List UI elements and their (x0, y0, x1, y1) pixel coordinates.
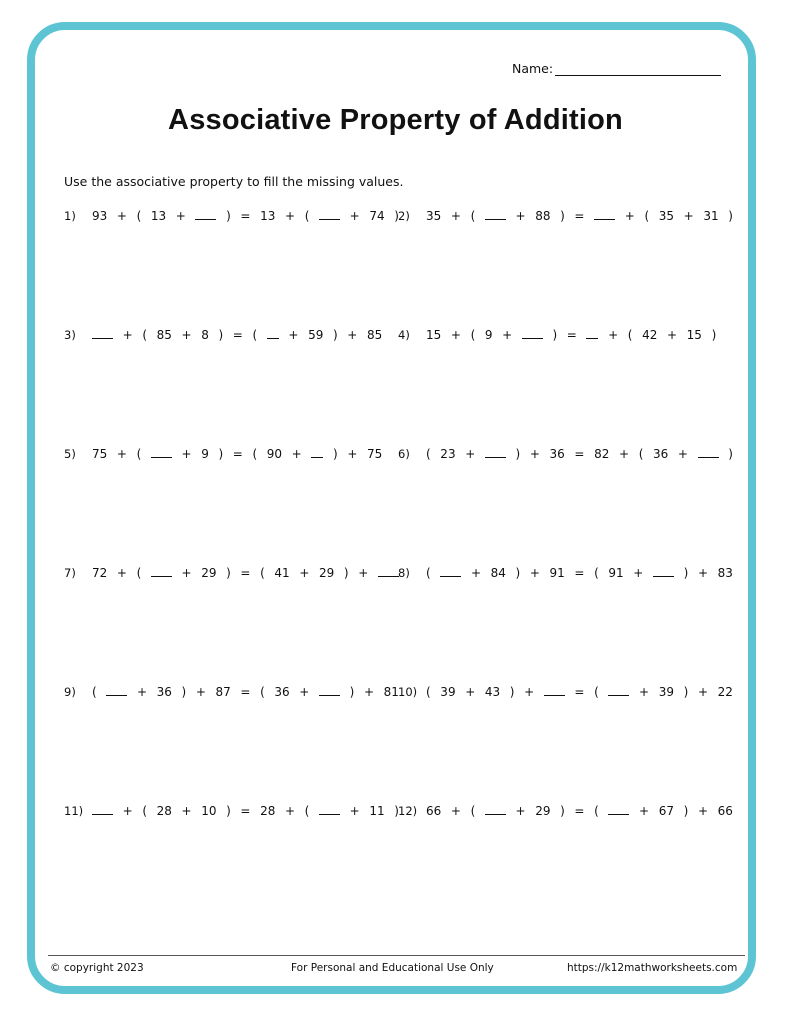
answer-blank[interactable] (522, 326, 543, 339)
answer-blank[interactable] (151, 564, 172, 577)
website-url: https://k12mathworksheets.com (567, 962, 738, 974)
answer-blank[interactable] (319, 683, 340, 696)
worksheet-frame (27, 22, 756, 994)
answer-blank[interactable] (594, 207, 615, 220)
expression-text: + 39 ) + 22 (629, 685, 733, 699)
answer-blank[interactable] (92, 326, 113, 339)
problem-number: 4) (398, 328, 410, 342)
expression-text: 35 + ( (426, 209, 485, 223)
answer-blank[interactable] (544, 683, 565, 696)
expression-text: ( 23 + (426, 447, 485, 461)
copyright-text: © copyright 2023 (50, 962, 144, 974)
answer-blank[interactable] (608, 683, 629, 696)
answer-blank[interactable] (653, 564, 674, 577)
expression-text: + 88 ) = (505, 209, 595, 223)
problem-number: 1) (64, 209, 76, 223)
instructions: Use the associative property to fill the missing values. (64, 174, 404, 189)
problem-expression (92, 564, 399, 580)
expression-text: + 74 ) (340, 209, 399, 223)
answer-blank[interactable] (485, 445, 506, 458)
answer-blank[interactable] (608, 802, 629, 815)
answer-blank[interactable] (378, 564, 399, 577)
problem-item (64, 564, 399, 580)
problem-expression (426, 564, 733, 580)
problem-item (398, 683, 733, 699)
problem-number: 12) (398, 804, 418, 818)
expression-text: + ( 35 + 31 ) (615, 209, 733, 223)
name-field (512, 61, 721, 76)
problem-expression (92, 445, 382, 461)
problem-expression (426, 802, 733, 818)
expression-text: = ( (564, 685, 609, 699)
problem-number: 2) (398, 209, 410, 223)
expression-text: 66 + ( (426, 804, 485, 818)
problem-item (398, 326, 716, 342)
problem-expression (92, 802, 399, 818)
answer-blank[interactable] (319, 207, 340, 220)
expression-text: ( (426, 566, 441, 580)
answer-blank[interactable] (92, 802, 113, 815)
expression-text: 93 + ( 13 + (92, 209, 196, 223)
problem-number: 10) (398, 685, 418, 699)
expression-text: 15 + ( 9 + (426, 328, 522, 342)
expression-text: ) + 81 (340, 685, 399, 699)
expression-text: + 29 ) = ( 41 + 29 ) + (171, 566, 378, 580)
problem-expression (92, 683, 399, 699)
problem-expression (426, 326, 716, 342)
problem-item (398, 802, 733, 818)
expression-text: ) + 36 = 82 + ( 36 + (505, 447, 698, 461)
problem-item (64, 683, 399, 699)
expression-text: ) (718, 447, 733, 461)
problem-number: 9) (64, 685, 76, 699)
page-title: Associative Property of Addition (168, 104, 623, 136)
answer-blank[interactable] (485, 802, 506, 815)
expression-text: ) = (542, 328, 587, 342)
expression-text: + 84 ) + 91 = ( 91 + (461, 566, 653, 580)
problem-number: 6) (398, 447, 410, 461)
problem-expression (426, 683, 733, 699)
expression-text: + 29 ) = ( (505, 804, 609, 818)
expression-text: + 9 ) = ( 90 + (171, 447, 312, 461)
answer-blank[interactable] (195, 207, 216, 220)
answer-blank[interactable] (267, 326, 279, 339)
problem-item (64, 326, 382, 342)
usage-text: For Personal and Educational Use Only (291, 962, 494, 974)
problem-item (398, 445, 733, 461)
problem-expression (92, 207, 399, 223)
expression-text: + ( 85 + 8 ) = ( (113, 328, 267, 342)
problem-number: 7) (64, 566, 76, 580)
answer-blank[interactable] (485, 207, 506, 220)
problem-item (398, 207, 733, 223)
expression-text: ) + 83 (674, 566, 733, 580)
answer-blank[interactable] (319, 802, 340, 815)
problem-number: 8) (398, 566, 410, 580)
problem-number: 5) (64, 447, 76, 461)
expression-text: 75 + ( (92, 447, 151, 461)
expression-text: + ( 42 + 15 ) (598, 328, 717, 342)
expression-text: 72 + ( (92, 566, 151, 580)
expression-text: + 67 ) + 66 (629, 804, 733, 818)
problem-expression (426, 445, 733, 461)
expression-text: + 59 ) + 85 (278, 328, 383, 342)
problem-number: 3) (64, 328, 76, 342)
expression-text: ( (92, 685, 107, 699)
problem-item (64, 445, 382, 461)
answer-blank[interactable] (151, 445, 172, 458)
expression-text: ) = 13 + ( (216, 209, 319, 223)
answer-blank[interactable] (311, 445, 323, 458)
answer-blank[interactable] (440, 564, 461, 577)
problem-expression (92, 326, 382, 342)
expression-text: ( 39 + 43 ) + (426, 685, 544, 699)
answer-blank[interactable] (586, 326, 598, 339)
problem-expression (426, 207, 733, 223)
expression-text: + ( 28 + 10 ) = 28 + ( (113, 804, 319, 818)
answer-blank[interactable] (698, 445, 719, 458)
name-blank[interactable] (555, 62, 721, 76)
expression-text: ) + 75 (323, 447, 383, 461)
problem-item (398, 564, 733, 580)
footer-divider (48, 955, 745, 956)
name-label: Name: (512, 61, 554, 76)
problem-item (64, 207, 399, 223)
expression-text: + 11 ) (340, 804, 399, 818)
problem-number: 11) (64, 804, 84, 818)
answer-blank[interactable] (106, 683, 127, 696)
expression-text: + 36 ) + 87 = ( 36 + (127, 685, 319, 699)
problem-item (64, 802, 399, 818)
